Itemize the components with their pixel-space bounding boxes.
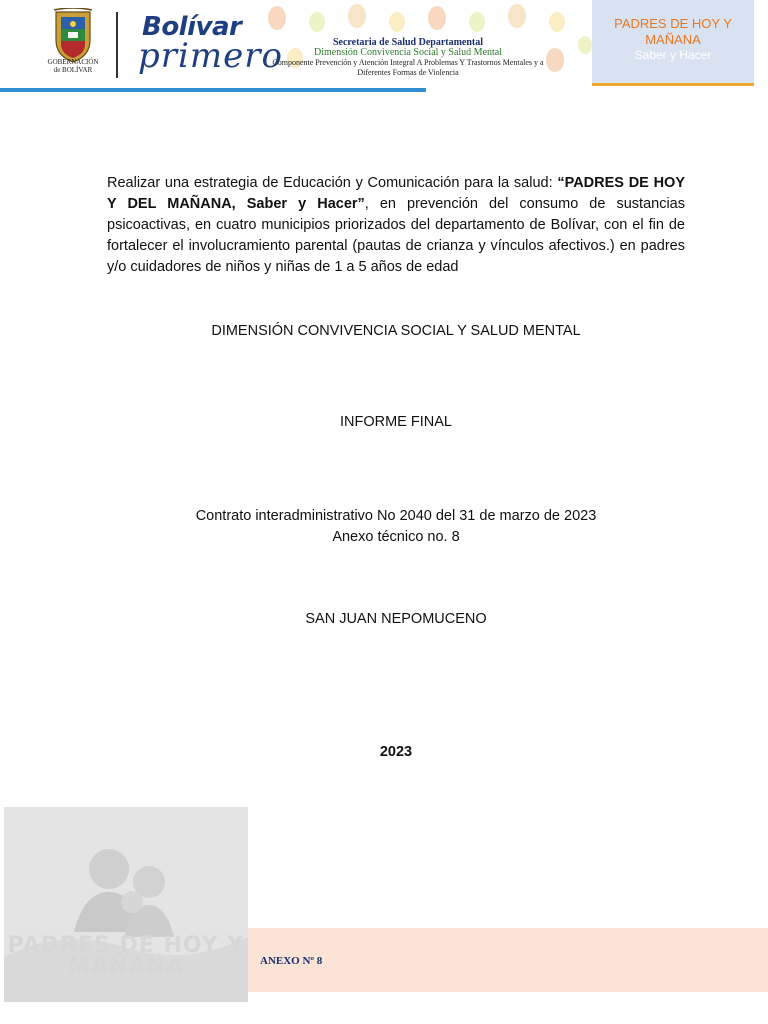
footer-band bbox=[248, 928, 768, 992]
brand-name-bolivar: Bolívar bbox=[142, 12, 242, 42]
crest-caption bbox=[44, 58, 102, 74]
dimension-heading: DIMENSIÓN CONVIVENCIA SOCIAL Y SALUD MENTAL bbox=[211, 323, 581, 339]
header-divider bbox=[116, 12, 118, 78]
program-title: PADRES DE HOY Y MAÑANA bbox=[614, 16, 732, 47]
dimension-label: Dimensión Convivencia Social y Salud Mental bbox=[313, 47, 503, 58]
annex-label: ANEXO Nº 8 bbox=[260, 955, 323, 967]
contract-line: Contrato interadministrativo No 2040 del 31 de marzo de 2023 bbox=[195, 508, 597, 524]
report-title: INFORME FINAL bbox=[340, 414, 452, 430]
intro-text-end: , en prevención del consumo de sustancias psicoactivas, en cuatro municipios priorizados del departamento de Bolívar, con el fin de fortalecer el involucramiento parental (pautas de crianza y vínculos afectivos.) en padres y/o cuidadores de niños y niñas de 1 a 5 años de edad bbox=[107, 196, 685, 275]
secretaria-label: Secretaria de Salud Departamental bbox=[332, 37, 484, 48]
watermark-title: PADRES DE HOY Y MAÑANA bbox=[7, 933, 245, 979]
intro-paragraph bbox=[107, 173, 685, 278]
report-year: 2023 bbox=[379, 744, 413, 760]
intro-text-start: Realizar una estrategia de Educación y Comunicación para la salud: bbox=[107, 175, 558, 191]
program-subtitle: Saber y Hacer bbox=[634, 48, 712, 62]
contract-block bbox=[107, 506, 685, 548]
watermark-subtitle: Saber y Hacer bbox=[70, 978, 182, 994]
crest-caption-line1: GOBERNACIÓN bbox=[47, 58, 99, 66]
crest-caption-line2: de BOLÍVAR bbox=[53, 66, 93, 74]
brand-name-primero: primero bbox=[138, 36, 283, 76]
header-rule bbox=[0, 88, 426, 92]
componente-label: Componente Prevención y Atención Integral A Problemas Y Trastornos Mentales y a Diferentes Formas de Violencia bbox=[272, 58, 544, 77]
document-header bbox=[0, 0, 768, 95]
program-watermark-image bbox=[4, 807, 248, 1002]
program-title-box bbox=[592, 0, 754, 86]
annex-line: Anexo técnico no. 8 bbox=[332, 529, 460, 545]
header-institution-text bbox=[262, 38, 554, 78]
intro-program-name: “PADRES DE HOY Y DEL MAÑANA, Saber y Hacer” bbox=[107, 175, 685, 212]
municipality-name: SAN JUAN NEPOMUCENO bbox=[305, 611, 487, 627]
